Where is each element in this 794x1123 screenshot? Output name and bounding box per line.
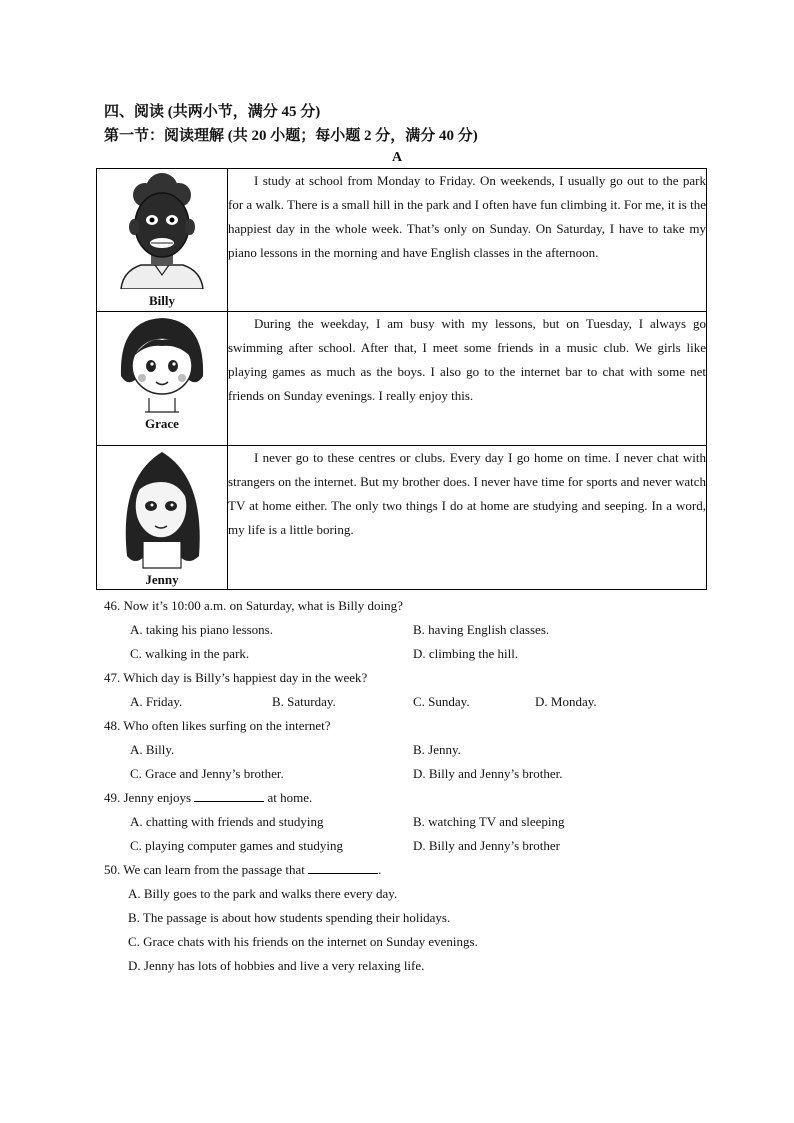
option-d: D. Jenny has lots of hobbies and live a very relaxing life. bbox=[128, 958, 425, 973]
options-row bbox=[104, 642, 724, 666]
profile-text: I study at school from Monday to Friday. On weekends, I usually go out to the park for a walk. There is a small hill in the park and I often have fun climbing it. For me, it is the happiest day in the whole week. That’s only on Sunday. On Saturday, I have to take my piano lessons in the morning and have English classes in the afternoon. bbox=[228, 173, 706, 260]
option-b: B. watching TV and sleeping bbox=[413, 814, 565, 829]
question-stem-end: at home. bbox=[267, 790, 313, 805]
option-b: B. Saturday. bbox=[272, 694, 336, 709]
profile-text-cell bbox=[228, 446, 707, 590]
question-stem bbox=[104, 786, 724, 810]
option-c: C. Sunday. bbox=[413, 694, 470, 709]
option-d: D. Billy and Jenny’s brother. bbox=[413, 766, 563, 781]
profile-row-billy bbox=[97, 169, 707, 312]
portrait-cell bbox=[97, 169, 228, 312]
profile-name: Billy bbox=[148, 293, 175, 308]
subsection-heading: 第一节：阅读理解 (共 20 小题；每小题 2 分，满分 40 分) bbox=[104, 128, 478, 144]
profile-text-cell bbox=[228, 312, 707, 446]
option-c: C. Grace and Jenny’s brother. bbox=[130, 766, 284, 781]
profile-row-jenny bbox=[97, 446, 707, 590]
options-row bbox=[104, 738, 724, 762]
answer-blank bbox=[194, 789, 264, 802]
option-b: B. The passage is about how students spending their holidays. bbox=[128, 910, 451, 925]
question-stem: 48. Who often likes surfing on the internet? bbox=[104, 718, 331, 733]
answer-blank bbox=[308, 861, 378, 874]
profile-text: During the weekday, I am busy with my lessons, but on Tuesday, I always go swimming after school. After that, I meet some friends in a music club. We girls like playing games as much as the boys. I also go to the internet bar to chat with some net friends on Sunday evenings. I really enjoy this. bbox=[228, 316, 706, 403]
questions-section bbox=[104, 594, 724, 978]
passage-label: A bbox=[391, 150, 403, 165]
question-stem-start: 50. We can learn from the passage that bbox=[104, 862, 305, 877]
section-heading: 四、阅读 (共两小节，满分 45 分) bbox=[104, 104, 321, 120]
question-stem-end: . bbox=[378, 862, 382, 877]
profile-text: I never go to these centres or clubs. Every day I go home on time. I never chat with strangers on the internet. But my brother does. I never have time for sports and never watch TV at home either. The only two things I do at home are studying and seeping. In a word, my life is a little boring. bbox=[228, 450, 706, 537]
option-a: A. chatting with friends and studying bbox=[130, 814, 324, 829]
options-row bbox=[104, 690, 724, 714]
grace-portrait bbox=[109, 314, 215, 414]
option-d: D. Monday. bbox=[535, 694, 597, 709]
options-row bbox=[104, 762, 724, 786]
billy-portrait bbox=[109, 171, 215, 289]
question-stem bbox=[104, 858, 724, 882]
option-d: D. Billy and Jenny’s brother bbox=[413, 838, 560, 853]
option-a: A. taking his piano lessons. bbox=[130, 622, 273, 637]
question-stem: 47. Which day is Billy’s happiest day in the week? bbox=[104, 670, 368, 685]
question-stem: 46. Now it’s 10:00 a.m. on Saturday, what is Billy doing? bbox=[104, 598, 403, 613]
jenny-portrait bbox=[109, 448, 215, 570]
options-row bbox=[104, 810, 724, 834]
option-a: A. Friday. bbox=[130, 694, 183, 709]
profile-name: Jenny bbox=[145, 572, 179, 587]
profile-row-grace bbox=[97, 312, 707, 446]
question-stem-start: 49. Jenny enjoys bbox=[104, 790, 192, 805]
option-b: B. Jenny. bbox=[413, 742, 461, 757]
option-a: A. Billy goes to the park and walks there every day. bbox=[128, 886, 398, 901]
portrait-cell bbox=[97, 312, 228, 446]
profiles-table bbox=[96, 168, 707, 590]
option-c: C. playing computer games and studying bbox=[130, 838, 344, 853]
options-row bbox=[104, 618, 724, 642]
option-c: C. Grace chats with his friends on the internet on Sunday evenings. bbox=[128, 934, 478, 949]
portrait-cell bbox=[97, 446, 228, 590]
profile-name: Grace bbox=[145, 416, 179, 431]
option-b: B. having English classes. bbox=[413, 622, 550, 637]
option-c: C. walking in the park. bbox=[130, 646, 250, 661]
option-d: D. climbing the hill. bbox=[413, 646, 519, 661]
profile-text-cell bbox=[228, 169, 707, 312]
options-row bbox=[104, 834, 724, 858]
option-a: A. Billy. bbox=[130, 742, 175, 757]
